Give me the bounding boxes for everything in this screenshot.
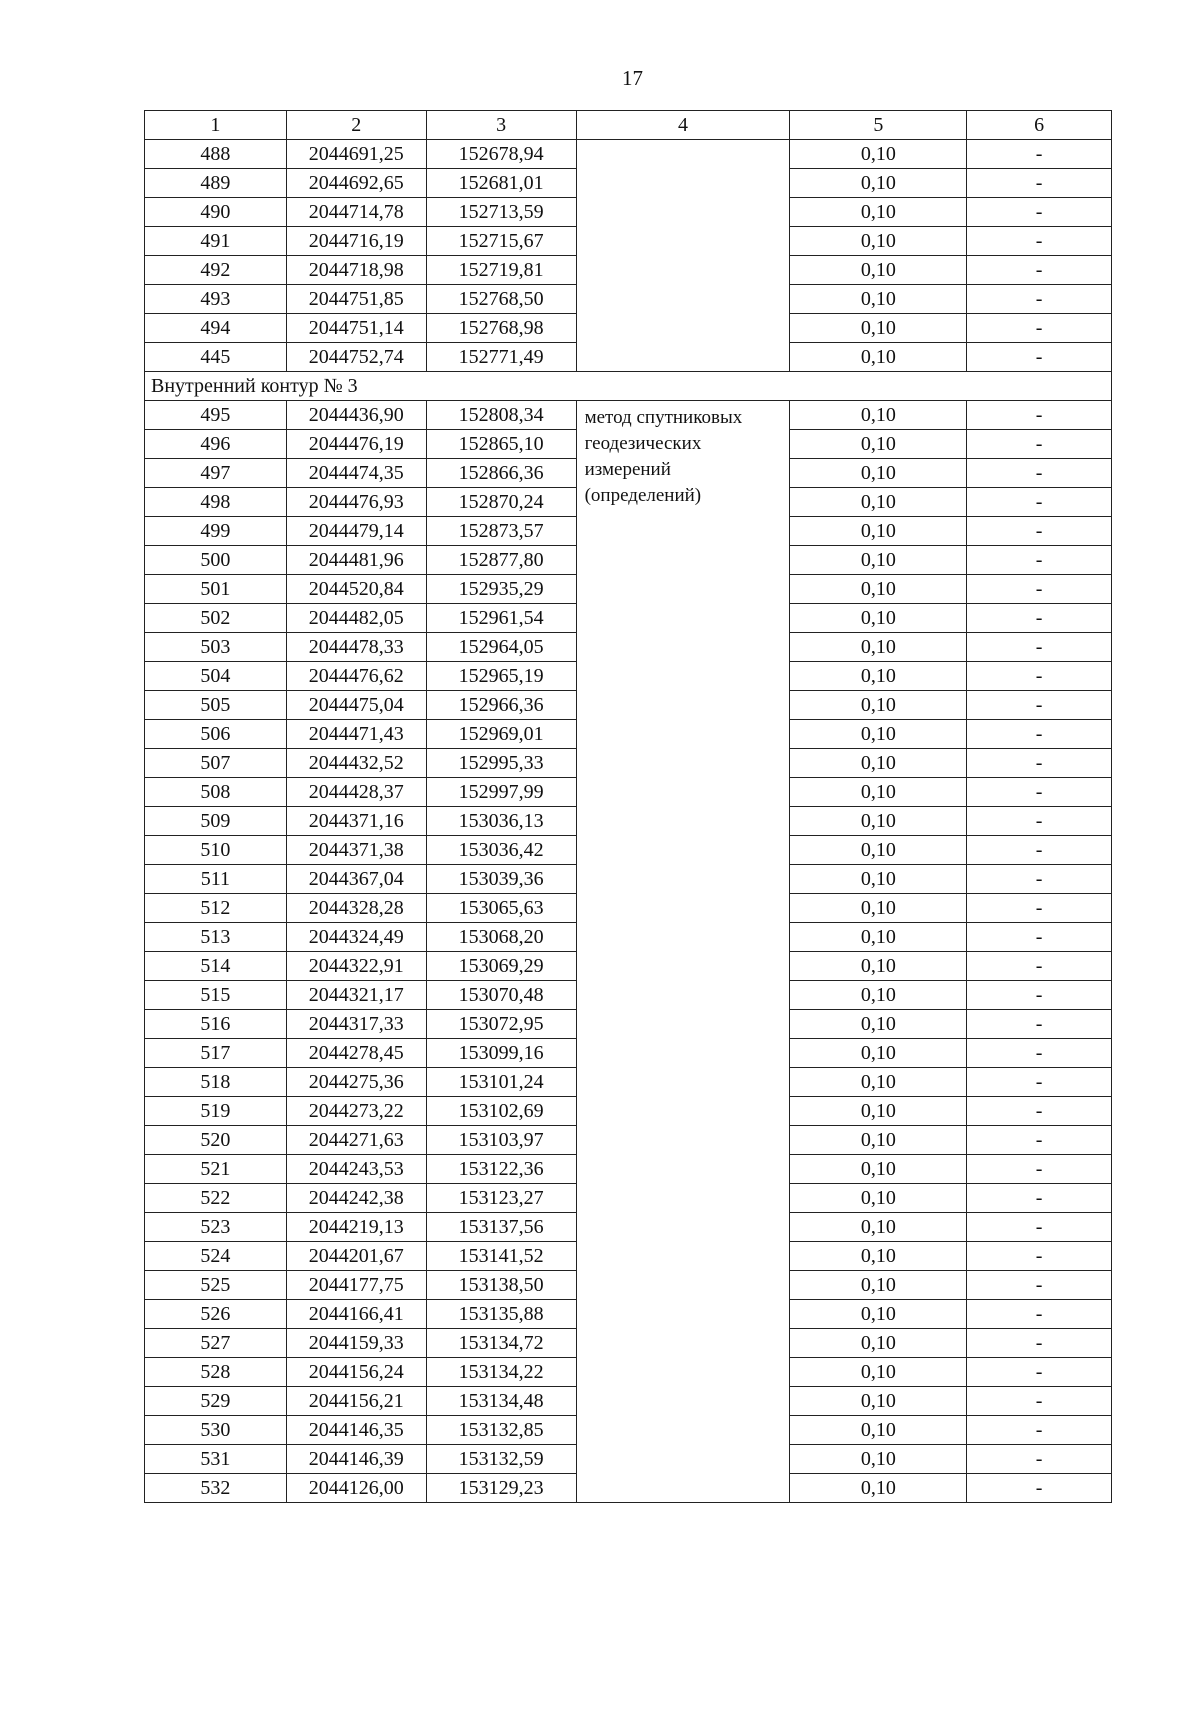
point-number: 493 bbox=[145, 285, 287, 314]
point-number: 505 bbox=[145, 691, 287, 720]
coord-y: 152935,29 bbox=[426, 575, 576, 604]
coord-x: 2044432,52 bbox=[286, 749, 426, 778]
accuracy: 0,10 bbox=[790, 1329, 967, 1358]
accuracy: 0,10 bbox=[790, 749, 967, 778]
point-number: 501 bbox=[145, 575, 287, 604]
point-number: 500 bbox=[145, 546, 287, 575]
header-col-5: 5 bbox=[790, 111, 967, 140]
coord-x: 2044714,78 bbox=[286, 198, 426, 227]
coord-x: 2044751,85 bbox=[286, 285, 426, 314]
coord-y: 152969,01 bbox=[426, 720, 576, 749]
coord-y: 153134,48 bbox=[426, 1387, 576, 1416]
point-number: 521 bbox=[145, 1155, 287, 1184]
accuracy: 0,10 bbox=[790, 256, 967, 285]
accuracy: 0,10 bbox=[790, 401, 967, 430]
point-number: 522 bbox=[145, 1184, 287, 1213]
accuracy: 0,10 bbox=[790, 140, 967, 169]
coord-y: 153065,63 bbox=[426, 894, 576, 923]
note: - bbox=[967, 1387, 1112, 1416]
coord-y: 153134,22 bbox=[426, 1358, 576, 1387]
coord-y: 153036,42 bbox=[426, 836, 576, 865]
section-body bbox=[145, 372, 1112, 401]
coord-y: 153132,59 bbox=[426, 1445, 576, 1474]
note: - bbox=[967, 633, 1112, 662]
coord-y: 152995,33 bbox=[426, 749, 576, 778]
coord-x: 2044692,65 bbox=[286, 169, 426, 198]
point-number: 523 bbox=[145, 1213, 287, 1242]
coord-y: 153068,20 bbox=[426, 923, 576, 952]
point-number: 492 bbox=[145, 256, 287, 285]
note: - bbox=[967, 1474, 1112, 1503]
accuracy: 0,10 bbox=[790, 836, 967, 865]
accuracy: 0,10 bbox=[790, 1387, 967, 1416]
note: - bbox=[967, 981, 1112, 1010]
coord-y: 153129,23 bbox=[426, 1474, 576, 1503]
point-number: 527 bbox=[145, 1329, 287, 1358]
coord-x: 2044481,96 bbox=[286, 546, 426, 575]
accuracy: 0,10 bbox=[790, 1358, 967, 1387]
coord-y: 153039,36 bbox=[426, 865, 576, 894]
header-col-6: 6 bbox=[967, 111, 1112, 140]
point-number: 529 bbox=[145, 1387, 287, 1416]
point-number: 507 bbox=[145, 749, 287, 778]
accuracy: 0,10 bbox=[790, 575, 967, 604]
coord-y: 152966,36 bbox=[426, 691, 576, 720]
coord-x: 2044479,14 bbox=[286, 517, 426, 546]
accuracy: 0,10 bbox=[790, 865, 967, 894]
coord-y: 152964,05 bbox=[426, 633, 576, 662]
note: - bbox=[967, 1300, 1112, 1329]
note: - bbox=[967, 778, 1112, 807]
accuracy: 0,10 bbox=[790, 1097, 967, 1126]
coord-y: 153137,56 bbox=[426, 1213, 576, 1242]
point-number: 496 bbox=[145, 430, 287, 459]
point-number: 519 bbox=[145, 1097, 287, 1126]
coord-x: 2044324,49 bbox=[286, 923, 426, 952]
accuracy: 0,10 bbox=[790, 923, 967, 952]
note: - bbox=[967, 343, 1112, 372]
note: - bbox=[967, 430, 1112, 459]
accuracy: 0,10 bbox=[790, 1039, 967, 1068]
point-number: 532 bbox=[145, 1474, 287, 1503]
accuracy: 0,10 bbox=[790, 198, 967, 227]
point-number: 503 bbox=[145, 633, 287, 662]
coord-x: 2044476,19 bbox=[286, 430, 426, 459]
coord-x: 2044475,04 bbox=[286, 691, 426, 720]
accuracy: 0,10 bbox=[790, 981, 967, 1010]
coord-y: 152719,81 bbox=[426, 256, 576, 285]
point-number: 497 bbox=[145, 459, 287, 488]
point-number: 511 bbox=[145, 865, 287, 894]
coord-x: 2044476,93 bbox=[286, 488, 426, 517]
note: - bbox=[967, 749, 1112, 778]
note: - bbox=[967, 1271, 1112, 1300]
point-number: 491 bbox=[145, 227, 287, 256]
coord-y: 152870,24 bbox=[426, 488, 576, 517]
point-number: 502 bbox=[145, 604, 287, 633]
note: - bbox=[967, 488, 1112, 517]
point-number: 528 bbox=[145, 1358, 287, 1387]
point-number: 490 bbox=[145, 198, 287, 227]
group2-body bbox=[145, 401, 1112, 1503]
note: - bbox=[967, 1184, 1112, 1213]
coord-x: 2044271,63 bbox=[286, 1126, 426, 1155]
note: - bbox=[967, 1155, 1112, 1184]
coord-y: 152768,50 bbox=[426, 285, 576, 314]
accuracy: 0,10 bbox=[790, 227, 967, 256]
accuracy: 0,10 bbox=[790, 1242, 967, 1271]
point-number: 513 bbox=[145, 923, 287, 952]
point-number: 488 bbox=[145, 140, 287, 169]
note: - bbox=[967, 169, 1112, 198]
accuracy: 0,10 bbox=[790, 1213, 967, 1242]
coordinates-table bbox=[144, 110, 1112, 1503]
note: - bbox=[967, 1126, 1112, 1155]
coord-x: 2044371,38 bbox=[286, 836, 426, 865]
point-number: 520 bbox=[145, 1126, 287, 1155]
accuracy: 0,10 bbox=[790, 807, 967, 836]
coord-x: 2044321,17 bbox=[286, 981, 426, 1010]
note: - bbox=[967, 691, 1112, 720]
accuracy: 0,10 bbox=[790, 517, 967, 546]
group1-body bbox=[145, 140, 1112, 372]
note: - bbox=[967, 517, 1112, 546]
note: - bbox=[967, 198, 1112, 227]
coord-y: 153122,36 bbox=[426, 1155, 576, 1184]
point-number: 495 bbox=[145, 401, 287, 430]
point-number: 508 bbox=[145, 778, 287, 807]
coord-x: 2044718,98 bbox=[286, 256, 426, 285]
coord-x: 2044177,75 bbox=[286, 1271, 426, 1300]
coord-x: 2044478,33 bbox=[286, 633, 426, 662]
note: - bbox=[967, 285, 1112, 314]
note: - bbox=[967, 604, 1112, 633]
coord-y: 153036,13 bbox=[426, 807, 576, 836]
accuracy: 0,10 bbox=[790, 633, 967, 662]
coord-y: 152865,10 bbox=[426, 430, 576, 459]
coord-y: 152713,59 bbox=[426, 198, 576, 227]
coord-x: 2044716,19 bbox=[286, 227, 426, 256]
coord-x: 2044156,21 bbox=[286, 1387, 426, 1416]
accuracy: 0,10 bbox=[790, 604, 967, 633]
accuracy: 0,10 bbox=[790, 1416, 967, 1445]
coord-x: 2044201,67 bbox=[286, 1242, 426, 1271]
coord-y: 153132,85 bbox=[426, 1416, 576, 1445]
point-number: 517 bbox=[145, 1039, 287, 1068]
page-number: 17 bbox=[622, 66, 643, 90]
point-number: 504 bbox=[145, 662, 287, 691]
coord-y: 153103,97 bbox=[426, 1126, 576, 1155]
note: - bbox=[967, 546, 1112, 575]
accuracy: 0,10 bbox=[790, 778, 967, 807]
coord-x: 2044278,45 bbox=[286, 1039, 426, 1068]
coord-x: 2044371,16 bbox=[286, 807, 426, 836]
note: - bbox=[967, 1213, 1112, 1242]
coord-x: 2044273,22 bbox=[286, 1097, 426, 1126]
coord-x: 2044752,74 bbox=[286, 343, 426, 372]
note: - bbox=[967, 1329, 1112, 1358]
coord-y: 153123,27 bbox=[426, 1184, 576, 1213]
note: - bbox=[967, 575, 1112, 604]
accuracy: 0,10 bbox=[790, 488, 967, 517]
accuracy: 0,10 bbox=[790, 1126, 967, 1155]
point-number: 498 bbox=[145, 488, 287, 517]
coord-y: 153072,95 bbox=[426, 1010, 576, 1039]
accuracy: 0,10 bbox=[790, 894, 967, 923]
coord-x: 2044751,14 bbox=[286, 314, 426, 343]
coord-y: 152681,01 bbox=[426, 169, 576, 198]
accuracy: 0,10 bbox=[790, 1155, 967, 1184]
note: - bbox=[967, 140, 1112, 169]
accuracy: 0,10 bbox=[790, 169, 967, 198]
table-row bbox=[145, 140, 1112, 169]
coord-x: 2044322,91 bbox=[286, 952, 426, 981]
coord-x: 2044146,35 bbox=[286, 1416, 426, 1445]
accuracy: 0,10 bbox=[790, 1445, 967, 1474]
point-number: 506 bbox=[145, 720, 287, 749]
note: - bbox=[967, 952, 1112, 981]
section-row bbox=[145, 372, 1112, 401]
note: - bbox=[967, 1039, 1112, 1068]
coord-x: 2044126,00 bbox=[286, 1474, 426, 1503]
note: - bbox=[967, 720, 1112, 749]
coord-y: 153099,16 bbox=[426, 1039, 576, 1068]
accuracy: 0,10 bbox=[790, 459, 967, 488]
coord-y: 152715,67 bbox=[426, 227, 576, 256]
point-number: 509 bbox=[145, 807, 287, 836]
header-col-3: 3 bbox=[426, 111, 576, 140]
coord-x: 2044156,24 bbox=[286, 1358, 426, 1387]
section-title: Внутренний контур № 3 bbox=[145, 372, 1112, 401]
coord-x: 2044691,25 bbox=[286, 140, 426, 169]
note: - bbox=[967, 1242, 1112, 1271]
coord-x: 2044146,39 bbox=[286, 1445, 426, 1474]
coord-y: 152808,34 bbox=[426, 401, 576, 430]
point-number: 512 bbox=[145, 894, 287, 923]
accuracy: 0,10 bbox=[790, 1068, 967, 1097]
accuracy: 0,10 bbox=[790, 720, 967, 749]
point-number: 530 bbox=[145, 1416, 287, 1445]
note: - bbox=[967, 401, 1112, 430]
note: - bbox=[967, 1445, 1112, 1474]
accuracy: 0,10 bbox=[790, 546, 967, 575]
point-number: 516 bbox=[145, 1010, 287, 1039]
header-row bbox=[145, 111, 1112, 140]
note: - bbox=[967, 1068, 1112, 1097]
note: - bbox=[967, 314, 1112, 343]
accuracy: 0,10 bbox=[790, 662, 967, 691]
accuracy: 0,10 bbox=[790, 1474, 967, 1503]
note: - bbox=[967, 836, 1112, 865]
accuracy: 0,10 bbox=[790, 343, 967, 372]
coord-x: 2044219,13 bbox=[286, 1213, 426, 1242]
accuracy: 0,10 bbox=[790, 691, 967, 720]
coord-y: 153069,29 bbox=[426, 952, 576, 981]
coord-x: 2044520,84 bbox=[286, 575, 426, 604]
method-cell bbox=[576, 140, 790, 372]
note: - bbox=[967, 865, 1112, 894]
coord-x: 2044436,90 bbox=[286, 401, 426, 430]
coord-y: 152877,80 bbox=[426, 546, 576, 575]
coord-y: 152997,99 bbox=[426, 778, 576, 807]
note: - bbox=[967, 662, 1112, 691]
coord-y: 153101,24 bbox=[426, 1068, 576, 1097]
point-number: 489 bbox=[145, 169, 287, 198]
accuracy: 0,10 bbox=[790, 1300, 967, 1329]
note: - bbox=[967, 227, 1112, 256]
coord-x: 2044275,36 bbox=[286, 1068, 426, 1097]
coord-x: 2044367,04 bbox=[286, 865, 426, 894]
coord-x: 2044476,62 bbox=[286, 662, 426, 691]
table-row bbox=[145, 401, 1112, 430]
note: - bbox=[967, 923, 1112, 952]
point-number: 525 bbox=[145, 1271, 287, 1300]
coord-x: 2044159,33 bbox=[286, 1329, 426, 1358]
point-number: 510 bbox=[145, 836, 287, 865]
accuracy: 0,10 bbox=[790, 1271, 967, 1300]
accuracy: 0,10 bbox=[790, 430, 967, 459]
accuracy: 0,10 bbox=[790, 314, 967, 343]
note: - bbox=[967, 256, 1112, 285]
coord-x: 2044471,43 bbox=[286, 720, 426, 749]
coord-y: 152866,36 bbox=[426, 459, 576, 488]
note: - bbox=[967, 1010, 1112, 1039]
coord-y: 153134,72 bbox=[426, 1329, 576, 1358]
point-number: 445 bbox=[145, 343, 287, 372]
point-number: 526 bbox=[145, 1300, 287, 1329]
coord-x: 2044243,53 bbox=[286, 1155, 426, 1184]
coord-x: 2044166,41 bbox=[286, 1300, 426, 1329]
coord-y: 153070,48 bbox=[426, 981, 576, 1010]
point-number: 531 bbox=[145, 1445, 287, 1474]
point-number: 499 bbox=[145, 517, 287, 546]
coord-y: 152678,94 bbox=[426, 140, 576, 169]
accuracy: 0,10 bbox=[790, 1184, 967, 1213]
accuracy: 0,10 bbox=[790, 1010, 967, 1039]
coord-y: 153141,52 bbox=[426, 1242, 576, 1271]
coord-y: 153138,50 bbox=[426, 1271, 576, 1300]
note: - bbox=[967, 1097, 1112, 1126]
header-col-2: 2 bbox=[286, 111, 426, 140]
note: - bbox=[967, 807, 1112, 836]
coord-y: 152873,57 bbox=[426, 517, 576, 546]
header-col-1: 1 bbox=[145, 111, 287, 140]
coord-x: 2044242,38 bbox=[286, 1184, 426, 1213]
coord-x: 2044317,33 bbox=[286, 1010, 426, 1039]
coord-y: 152961,54 bbox=[426, 604, 576, 633]
note: - bbox=[967, 1358, 1112, 1387]
point-number: 515 bbox=[145, 981, 287, 1010]
note: - bbox=[967, 1416, 1112, 1445]
accuracy: 0,10 bbox=[790, 285, 967, 314]
accuracy: 0,10 bbox=[790, 952, 967, 981]
coord-x: 2044328,28 bbox=[286, 894, 426, 923]
coord-y: 152965,19 bbox=[426, 662, 576, 691]
point-number: 524 bbox=[145, 1242, 287, 1271]
header-col-4: 4 bbox=[576, 111, 790, 140]
coord-x: 2044482,05 bbox=[286, 604, 426, 633]
point-number: 518 bbox=[145, 1068, 287, 1097]
coord-x: 2044474,35 bbox=[286, 459, 426, 488]
coord-y: 153135,88 bbox=[426, 1300, 576, 1329]
coord-x: 2044428,37 bbox=[286, 778, 426, 807]
note: - bbox=[967, 459, 1112, 488]
method-cell: метод спутниковых геодезических измерений (определений) bbox=[576, 401, 790, 1503]
point-number: 494 bbox=[145, 314, 287, 343]
coord-y: 153102,69 bbox=[426, 1097, 576, 1126]
note: - bbox=[967, 894, 1112, 923]
coord-y: 152771,49 bbox=[426, 343, 576, 372]
coord-y: 152768,98 bbox=[426, 314, 576, 343]
point-number: 514 bbox=[145, 952, 287, 981]
